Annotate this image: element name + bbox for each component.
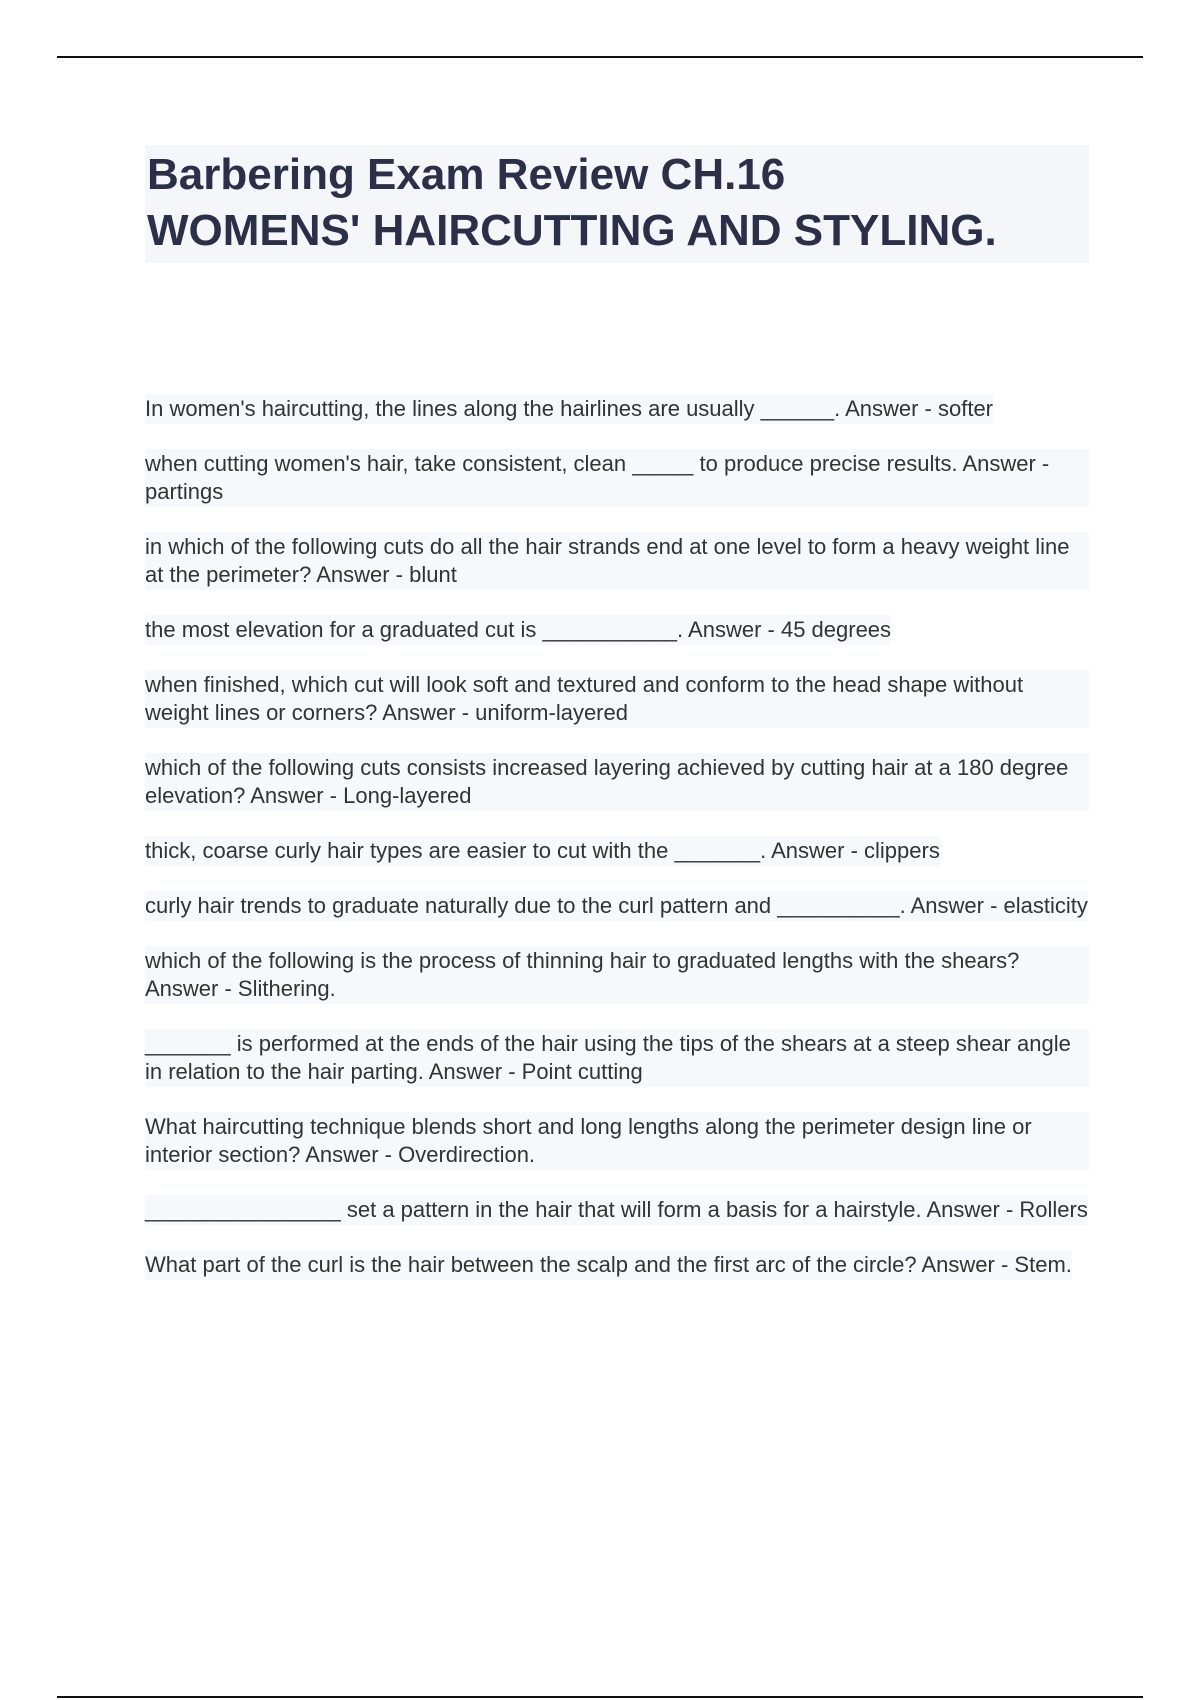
- qa-item-8: curly hair trends to graduate naturally due to the curl pattern and __________. Answer - elasticity: [145, 891, 1088, 921]
- qa-item-2: when cutting women's hair, take consistent, clean _____ to produce precise results. Answer - partings: [145, 449, 1089, 507]
- qa-item-9: which of the following is the process of thinning hair to graduated lengths with the shears? Answer - Slithering.: [145, 946, 1089, 1004]
- qa-item-6: which of the following cuts consists increased layering achieved by cutting hair at a 180 degree elevation? Answer - Long-layered: [145, 753, 1089, 811]
- title-block: [145, 145, 1089, 263]
- qa-item-5: when finished, which cut will look soft and textured and conform to the head shape without weight lines or corners? Answer - uniform-layered: [145, 670, 1089, 728]
- question-answer-list: [145, 394, 1089, 1305]
- qa-item-7: thick, coarse curly hair types are easier to cut with the _______. Answer - clippers: [145, 836, 940, 866]
- document-title: Barbering Exam Review CH.16 WOMENS' HAIRCUTTING AND STYLING.: [147, 150, 997, 255]
- qa-item-4: the most elevation for a graduated cut is ___________. Answer - 45 degrees: [145, 615, 891, 645]
- bottom-rule: [57, 1696, 1143, 1698]
- qa-item-1: In women's haircutting, the lines along the hairlines are usually ______. Answer - softer: [145, 394, 993, 424]
- qa-item-11: What haircutting technique blends short and long lengths along the perimeter design line or interior section? Answer - Overdirection.: [145, 1112, 1089, 1170]
- qa-item-12: ________________ set a pattern in the hair that will form a basis for a hairstyle. Answer - Rollers: [145, 1195, 1088, 1225]
- qa-item-10: _______ is performed at the ends of the hair using the tips of the shears at a steep shear angle in relation to the hair parting. Answer - Point cutting: [145, 1029, 1089, 1087]
- qa-item-3: in which of the following cuts do all the hair strands end at one level to form a heavy weight line at the perimeter? Answer - blunt: [145, 532, 1089, 590]
- qa-item-13: What part of the curl is the hair between the scalp and the first arc of the circle? Answer - Stem.: [145, 1250, 1072, 1280]
- top-rule: [57, 56, 1143, 58]
